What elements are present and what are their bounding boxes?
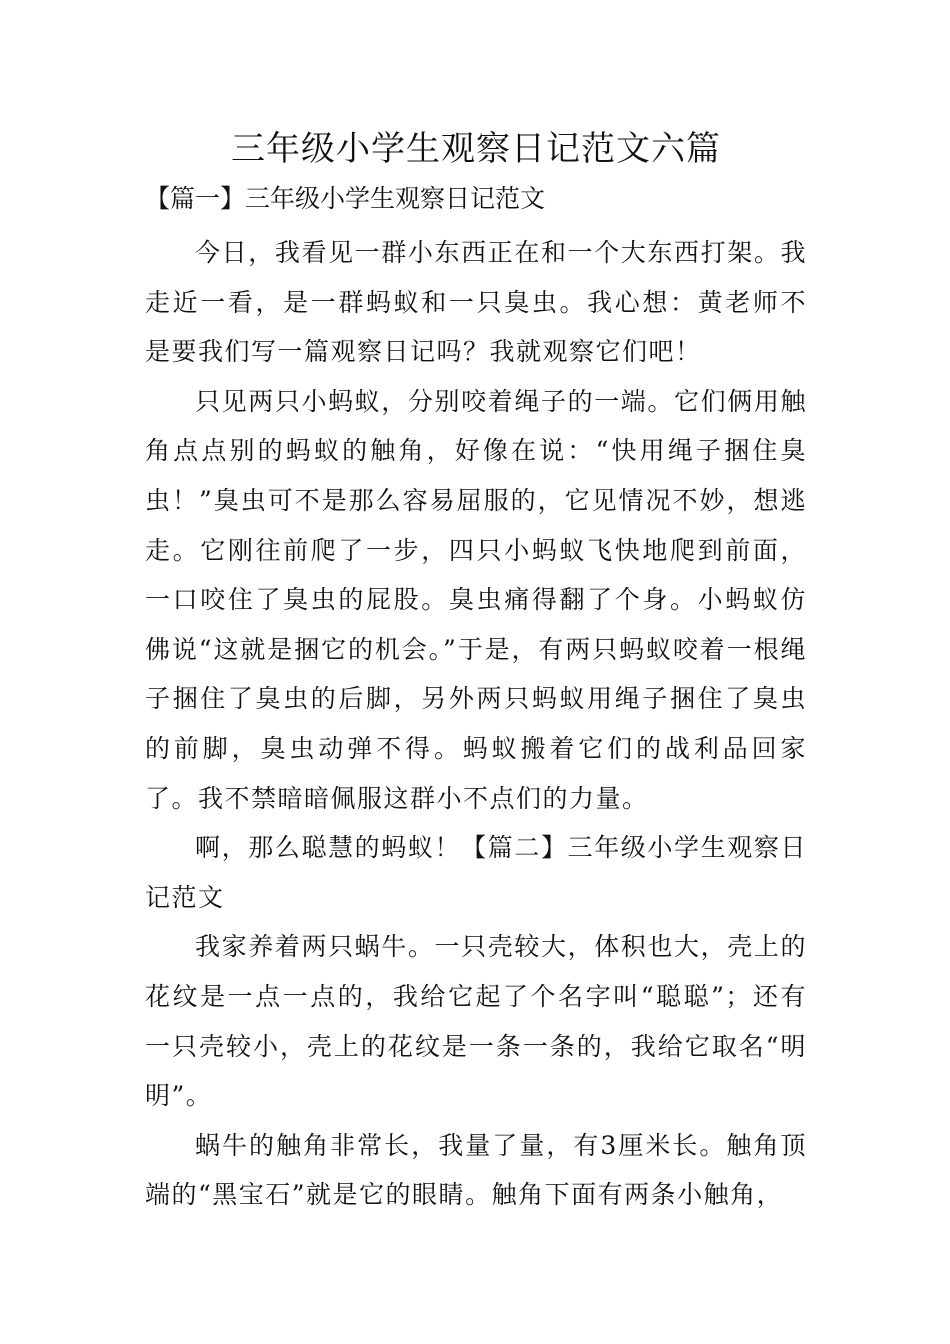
document-page <box>145 120 807 1220</box>
paragraph: 啊，那么聪慧的蚂蚁！【篇二】三年级小学生观察日记范文 <box>145 833 807 912</box>
section-heading: 【篇一】三年级小学生观察日记范文 <box>145 184 546 213</box>
paragraph: 蜗牛的触角非常长，我量了量，有3厘米长。触角顶端的“黑宝石”就是它的眼睛。触角下面有两条小触角， <box>145 1130 807 1210</box>
paragraph: 今日，我看见一群小东西正在和一个大东西打架。我走近一看，是一群蚂蚁和一只臭虫。我心想：黄老师不是要我们写一篇观察日记吗？我就观察它们吧！ <box>145 238 807 367</box>
paragraph: 只见两只小蚂蚁，分别咬着绳子的一端。它们俩用触角点点别的蚂蚁的触角，好像在说：“快用绳子捆住臭虫！”臭虫可不是那么容易屈服的，它见情况不妙，想逃走。它刚往前爬了一步，四只小蚂蚁飞快地爬到前面，一口咬住了臭虫的屁股。臭虫痛得翻了个身。小蚂蚁仿佛说“这就是捆它的机会。”于是，有两只蚂蚁咬着一根绳子捆住了臭虫的后脚，另外两只蚂蚁用绳子捆住了臭虫的前脚，臭虫动弹不得。蚂蚁搬着它们的战利品回家了。我不禁暗暗佩服这群小不点们的力量。 <box>145 386 807 813</box>
paragraph: 我家养着两只蜗牛。一只壳较大，体积也大，壳上的花纹是一点一点的，我给它起了个名字叫“聪聪”；还有一只壳较小，壳上的花纹是一条一条的，我给它取名“明明”。 <box>145 932 807 1111</box>
document-title: 三年级小学生观察日记范文六篇 <box>231 129 721 169</box>
